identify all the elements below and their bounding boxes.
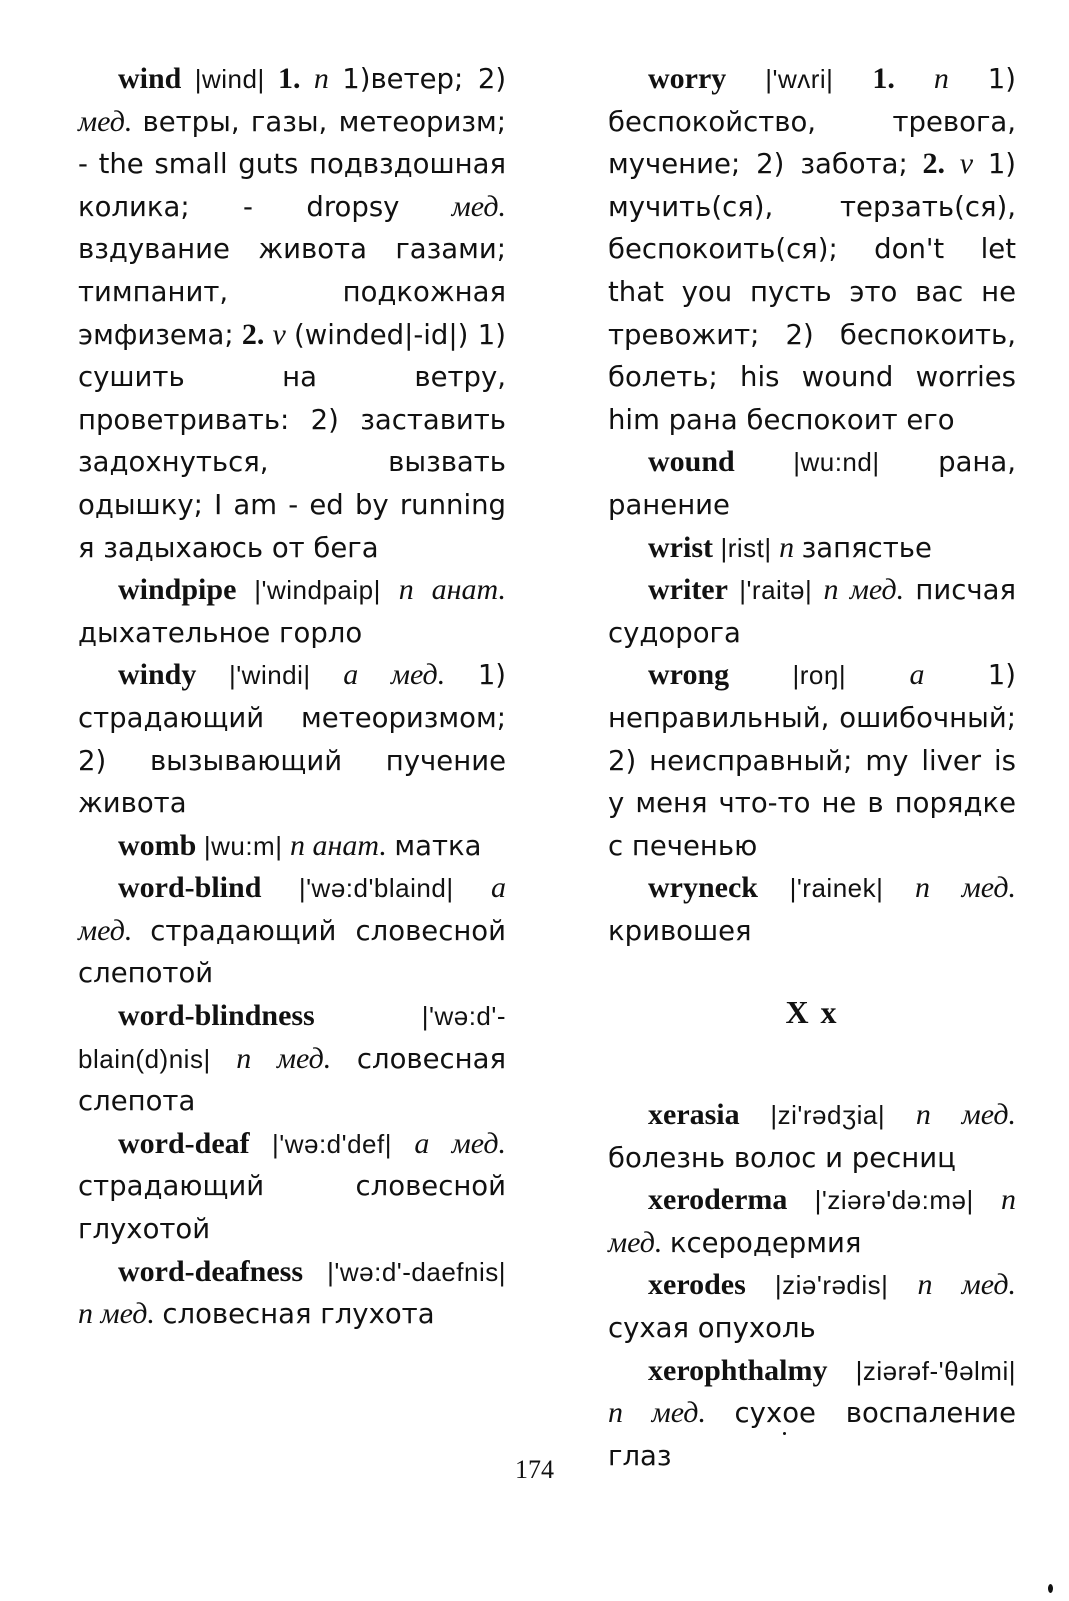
grammar-label: n мед. bbox=[608, 1183, 1016, 1259]
grammar-label: v bbox=[272, 317, 286, 351]
transcription: |roŋ| bbox=[792, 660, 847, 691]
definition-text: кривошея bbox=[608, 914, 752, 947]
definition-text: страдающий словесной слепотой bbox=[78, 914, 506, 990]
definition-text: словесная глухота bbox=[162, 1298, 435, 1331]
dictionary-entry bbox=[608, 654, 1016, 867]
grammar-label: n мед. bbox=[823, 573, 905, 607]
headword: wryneck bbox=[648, 871, 758, 905]
transcription: |'windi| bbox=[228, 660, 311, 691]
transcription: |ziə'rədis| bbox=[774, 1270, 889, 1301]
definition-text: рана, ранение bbox=[608, 446, 1016, 521]
definition-text: 1) мучить(ся), терзать(ся), беспокоить(ся); don't let that you пусть это вас не тревожит; 2) беспокоить, болеть; his wound worries him рана беспокоит его bbox=[608, 148, 1017, 436]
transcription: |wu:m| bbox=[203, 830, 283, 861]
grammar-label: n bbox=[779, 530, 795, 564]
dictionary-entry bbox=[78, 654, 506, 824]
headword: word-deaf bbox=[118, 1126, 250, 1160]
definition-text: запястье bbox=[801, 531, 932, 564]
dictionary-entry bbox=[78, 1251, 506, 1336]
dictionary-entry bbox=[78, 58, 506, 569]
definition-text: (winded|-id|) 1) сушить на ветру, проветривать: 2) заставить задохнуться, вызвать одышку; I am - ed by running я задыхаюсь от бега bbox=[78, 318, 507, 564]
entry-body bbox=[78, 62, 506, 564]
print-speck bbox=[783, 1432, 786, 1435]
headword: wrist bbox=[648, 530, 713, 564]
transcription: |'wə:d'-blain(d)nis| bbox=[78, 1001, 506, 1074]
right-column bbox=[608, 58, 1016, 1477]
dictionary-entry bbox=[78, 1123, 506, 1251]
dictionary-entry bbox=[78, 569, 506, 654]
transcription: |'wʌri| bbox=[765, 64, 834, 94]
left-column bbox=[78, 58, 506, 1336]
headword: wound bbox=[648, 445, 735, 479]
dictionary-entry bbox=[608, 58, 1016, 441]
headword: xerasia bbox=[648, 1098, 740, 1132]
definition-text: дыхательное горло bbox=[78, 616, 363, 649]
entry-body bbox=[779, 531, 932, 564]
sense-number: 2. bbox=[922, 147, 946, 181]
headword: worry bbox=[648, 62, 727, 95]
grammar-label: v bbox=[959, 147, 974, 181]
headword: xeroderma bbox=[648, 1183, 788, 1217]
definition-text: словесная слепота bbox=[78, 1042, 507, 1118]
sense-number: 2. bbox=[241, 317, 265, 351]
grammar-label: n мед. bbox=[236, 1041, 332, 1075]
grammar-label: n мед. bbox=[608, 1396, 706, 1430]
dictionary-entry bbox=[608, 1179, 1016, 1264]
transcription: |zi'rədʒia| bbox=[770, 1100, 886, 1131]
definition-text: матка bbox=[394, 829, 482, 862]
sense-number: 1. bbox=[278, 62, 301, 95]
transcription: |'windpaip| bbox=[254, 575, 381, 606]
transcription: |'wə:d'def| bbox=[271, 1128, 392, 1159]
dictionary-entry bbox=[608, 1094, 1016, 1179]
dictionary-entry bbox=[608, 1264, 1016, 1349]
headword: windpipe bbox=[118, 573, 237, 607]
transcription: |'rainek| bbox=[789, 873, 884, 904]
grammar-label: n bbox=[933, 62, 949, 95]
dictionary-entry bbox=[608, 569, 1016, 654]
definition-text: писчая судорога bbox=[608, 574, 1017, 649]
transcription: |rist| bbox=[720, 532, 772, 563]
grammar-label: мед. bbox=[451, 189, 507, 223]
dictionary-entry bbox=[608, 441, 1016, 526]
definition-text: ксеродермия bbox=[669, 1226, 862, 1259]
grammar-label: a bbox=[909, 658, 925, 692]
grammar-label: n анат. bbox=[289, 828, 387, 862]
definition-text: 1) неправильный, ошибочный; 2) неисправный; my liver is у меня что-то не в порядке с печенью bbox=[608, 659, 1017, 862]
definition-text: сухое воспаление глаз bbox=[608, 1397, 1017, 1472]
grammar-label: n мед. bbox=[915, 871, 1016, 905]
headword: word-blind bbox=[118, 871, 262, 905]
entry-body bbox=[290, 829, 482, 862]
sense-number: 1. bbox=[872, 62, 895, 95]
definition-text: болезнь волос и ресниц bbox=[608, 1141, 956, 1174]
definition-text: 1)ветер; 2) bbox=[342, 63, 507, 95]
grammar-label: n bbox=[313, 62, 329, 95]
grammar-label: a мед. bbox=[343, 658, 446, 692]
grammar-label: n мед. bbox=[915, 1098, 1017, 1132]
headword: writer bbox=[648, 573, 728, 607]
transcription: |ziərəf-'θəlmi| bbox=[855, 1355, 1016, 1386]
entry-body bbox=[78, 1297, 435, 1330]
transcription: |'raitə| bbox=[739, 575, 813, 606]
headword: word-blindness bbox=[118, 999, 315, 1033]
transcription: |'wə:d'blaind| bbox=[298, 873, 454, 904]
definition-text: 1) беспокойство, тревога, мучение; 2) забота; bbox=[608, 63, 1017, 181]
dictionary-entry bbox=[608, 867, 1016, 952]
headword: word-deafness bbox=[118, 1254, 303, 1288]
transcription: |'wə:d'-daefnis| bbox=[327, 1256, 506, 1287]
headword: xerodes bbox=[648, 1268, 746, 1302]
dictionary-entry bbox=[608, 527, 1016, 570]
section-heading: X x bbox=[785, 994, 839, 1031]
dictionary-entry bbox=[78, 867, 506, 995]
grammar-label: n мед. bbox=[78, 1297, 155, 1331]
definition-text: страдающий словесной глухотой bbox=[78, 1170, 506, 1246]
definition-text: ветры, газы, метеоризм; - the small guts подвздошная колика; - dropsy bbox=[78, 105, 507, 223]
dictionary-entry bbox=[78, 825, 506, 868]
grammar-label: a мед. bbox=[78, 871, 507, 947]
transcription: |wu:nd| bbox=[793, 447, 880, 478]
dictionary-entry bbox=[78, 995, 506, 1123]
headword: windy bbox=[118, 658, 197, 692]
grammar-label: a мед. bbox=[414, 1126, 507, 1160]
transcription: |wind| bbox=[194, 64, 265, 94]
transcription: |'ziərə'də:mə| bbox=[814, 1185, 974, 1216]
headword: wrong bbox=[648, 658, 730, 692]
definition-text: вздувание живота газами; тимпанит, подкожная эмфизема; bbox=[78, 233, 506, 351]
headword: womb bbox=[118, 828, 197, 862]
grammar-label: n анат. bbox=[398, 573, 506, 607]
grammar-label: n мед. bbox=[917, 1268, 1016, 1302]
definition-text: сухая опухоль bbox=[608, 1312, 816, 1345]
grammar-label: мед. bbox=[78, 104, 133, 138]
page-number: 174 bbox=[515, 1455, 554, 1484]
headword: wind bbox=[118, 62, 182, 95]
entry-body bbox=[608, 62, 1016, 436]
definition-text: 1) страдающий метеоризмом; 2) вызывающий пучение живота bbox=[78, 659, 507, 820]
headword: xerophthalmy bbox=[648, 1353, 828, 1387]
print-speck bbox=[1048, 1584, 1053, 1593]
